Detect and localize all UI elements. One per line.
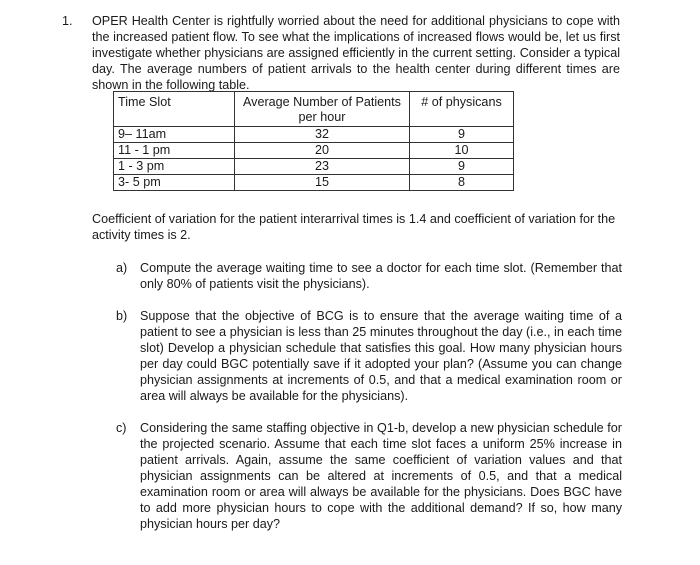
cell-physicians: 9 <box>410 127 514 143</box>
cell-avg-patients: 20 <box>235 143 410 159</box>
table-row <box>114 143 514 159</box>
part-b <box>116 308 622 404</box>
cell-physicians: 10 <box>410 143 514 159</box>
table-header-row <box>114 92 514 127</box>
part-text: Compute the average waiting time to see a doctor for each time slot. (Remember that only 80% of patients visit the physicians). <box>140 261 622 291</box>
coefficient-text: Coefficient of variation for the patient interarrival times is 1.4 and coefficient of variation for the activity times is 2. <box>92 212 616 242</box>
cell-avg-patients: 15 <box>235 175 410 191</box>
cell-physicians: 9 <box>410 159 514 175</box>
part-text: Considering the same staffing objective in Q1-b, develop a new physician schedule for the projected scenario. Assume that each time slot faces a uniform 25% increase in patient arrivals. Again, assume the same coefficient of variation values and that physician assignments can be altered at increments of 0.5, and that a medical examination room or area will always be available for the physicians. Does BGC have to add more physician hours to cope with the additional demand? If so, how many physician hours per day? <box>140 421 622 531</box>
part-a <box>116 260 622 292</box>
question-intro: OPER Health Center is rightfully worried about the need for additional physicians to cope with the increased patient flow. To see what the implications of increased flows would be, let us first investigate whether physicians are assigned efficiently in the current setting. Consider a typical day. The average numbers of patient arrivals to the health center during different times are shown in the following table. <box>92 14 620 92</box>
part-label: a) <box>116 261 128 275</box>
part-c <box>116 420 622 532</box>
table-row <box>114 175 514 191</box>
table-row <box>114 159 514 175</box>
arrivals-table <box>113 91 514 191</box>
header-avg-patients: Average Number of Patients per hour <box>235 92 410 127</box>
cell-time-slot: 11 - 1 pm <box>114 143 235 159</box>
cell-avg-patients: 32 <box>235 127 410 143</box>
cell-physicians: 8 <box>410 175 514 191</box>
part-label: b) <box>116 309 128 323</box>
cell-avg-patients: 23 <box>235 159 410 175</box>
cell-time-slot: 9– 11am <box>114 127 235 143</box>
part-text: Suppose that the objective of BCG is to ensure that the average waiting time of a patient to see a physician is less than 25 minutes throughout the day (i.e., in each time slot) Develop a physician schedule that satisfies this goal. How many physician hours per day could BGC potentially save if it adopted your plan? (Assume you can change physician assignments at increments of 0.5, and that a medical examination room or area will always be available for the physicians). <box>140 309 622 403</box>
cell-time-slot: 3- 5 pm <box>114 175 235 191</box>
question-number: 1. <box>62 14 73 28</box>
question-parts <box>116 260 622 548</box>
part-label: c) <box>116 421 127 435</box>
table-row <box>114 127 514 143</box>
cell-time-slot: 1 - 3 pm <box>114 159 235 175</box>
header-time-slot: Time Slot <box>114 92 235 127</box>
header-physicians: # of physicans <box>410 92 514 127</box>
